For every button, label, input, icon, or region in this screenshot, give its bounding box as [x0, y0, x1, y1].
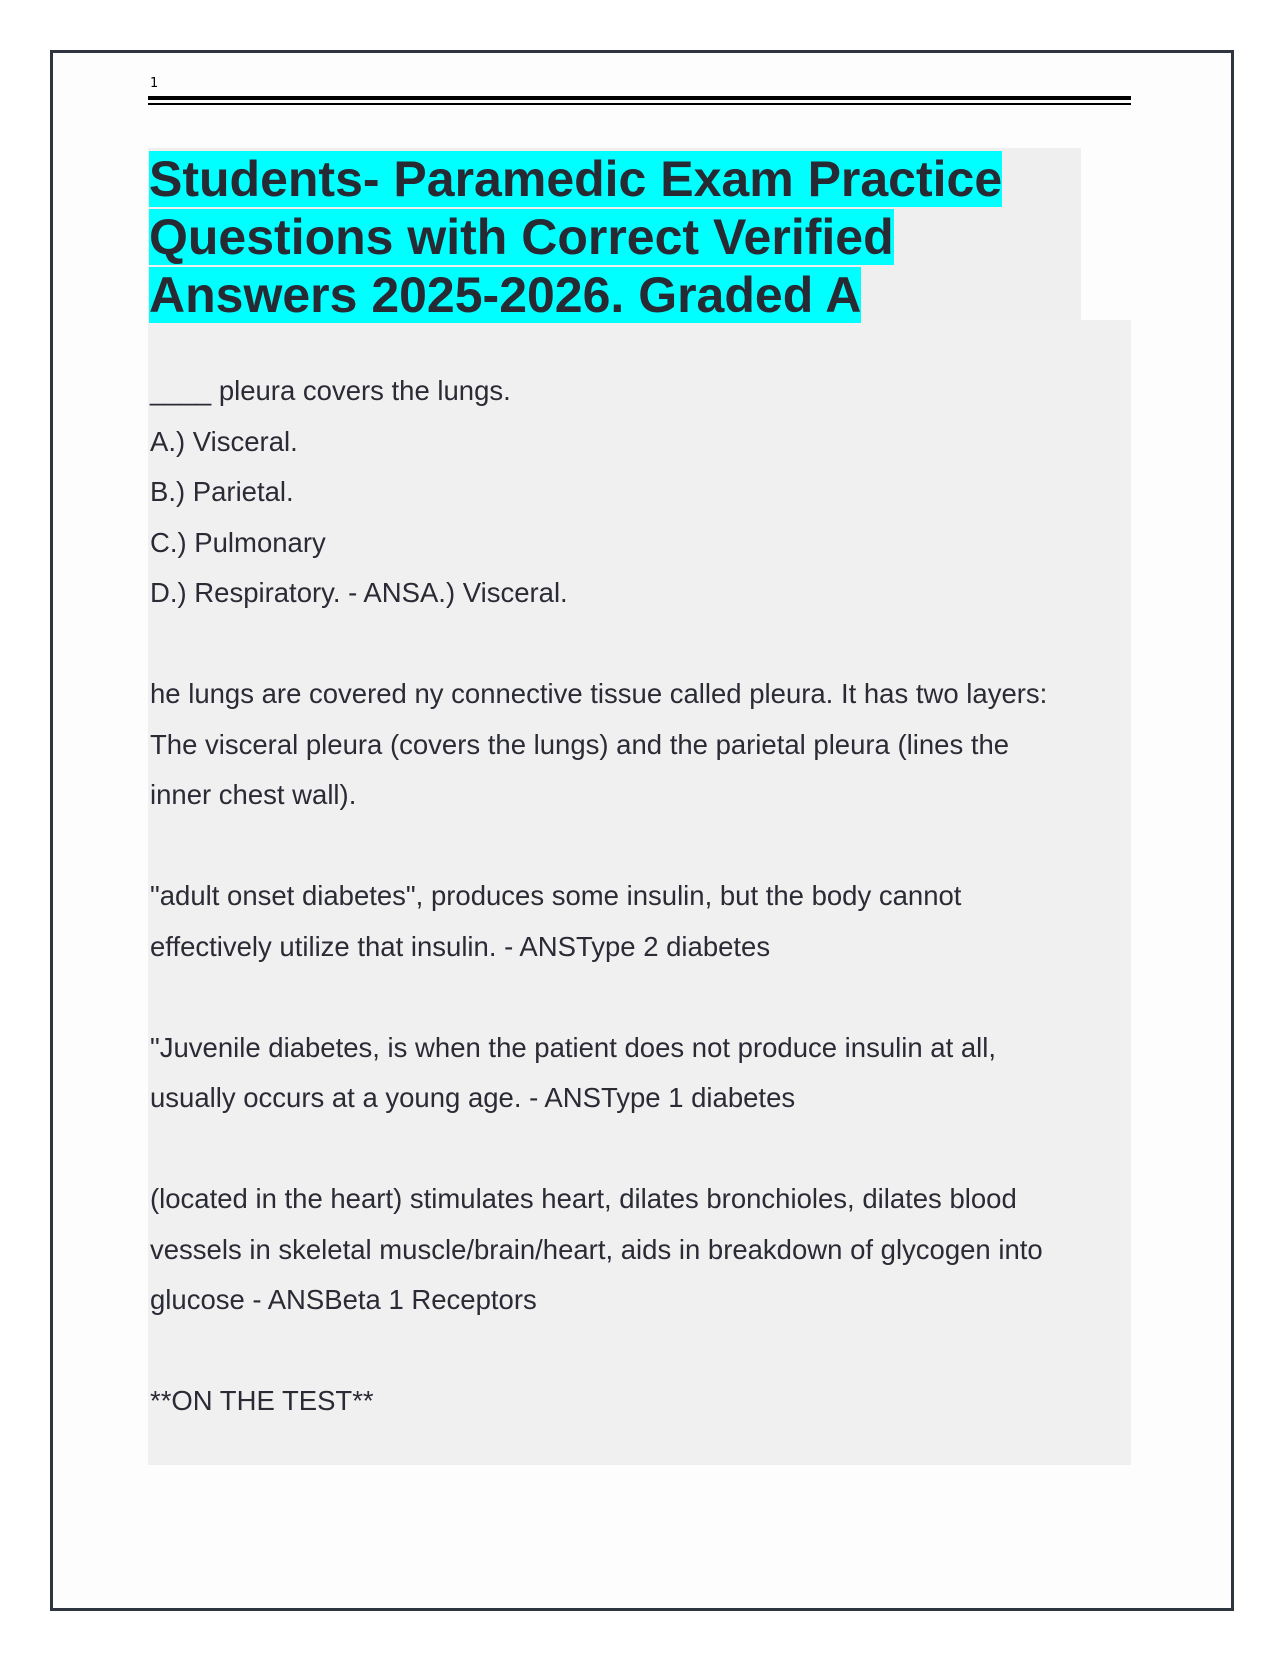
question-3-line: usually occurs at a young age. - ANSType 1 diabetes [150, 1082, 796, 1113]
header-rule-thin [148, 103, 1131, 105]
question-1: ____ pleura covers the lungs. [150, 375, 511, 406]
explanation-line: he lungs are covered ny connective tissue called pleura. It has two layers: [150, 678, 1048, 709]
blank-line [150, 972, 1120, 1023]
question-1-option-a: A.) Visceral. [150, 425, 298, 457]
question-3-line: "Juvenile diabetes, is when the patient does not produce insulin at all, [150, 1031, 997, 1063]
document-title [149, 150, 1049, 324]
test-note: **ON THE TEST** [150, 1385, 374, 1416]
question-1-option-d-answer: D.) Respiratory. - ANSA.) Visceral. [150, 577, 568, 608]
blank-line [150, 619, 1120, 670]
blank-line [150, 1124, 1120, 1175]
question-1-option-c: C.) Pulmonary [150, 526, 326, 558]
question-2-line: effectively utilize that insulin. - ANSType 2 diabetes [150, 930, 771, 962]
explanation-line: inner chest wall). [150, 779, 357, 810]
question-4-line: (located in the heart) stimulates heart, dilates bronchioles, dilates blood [150, 1183, 1017, 1214]
question-2-line: "adult onset diabetes", produces some insulin, but the body cannot [150, 880, 962, 911]
blank-line [150, 1326, 1120, 1377]
header-rule [148, 96, 1131, 100]
explanation-line: The visceral pleura (covers the lungs) and the parietal pleura (lines the [150, 728, 1010, 760]
page-number: 1 [150, 76, 159, 91]
question-1-option-b: B.) Parietal. [150, 476, 294, 507]
blank-line [150, 821, 1120, 872]
question-4-line: glucose - ANSBeta 1 Receptors [150, 1284, 537, 1315]
question-4-line: vessels in skeletal muscle/brain/heart, aids in breakdown of glycogen into [150, 1233, 1043, 1265]
document-title-text: Students- Paramedic Exam Practice Questions with Correct Verified Answers 2025-2026. Graded A [149, 151, 1003, 323]
document-body [150, 366, 1120, 1427]
